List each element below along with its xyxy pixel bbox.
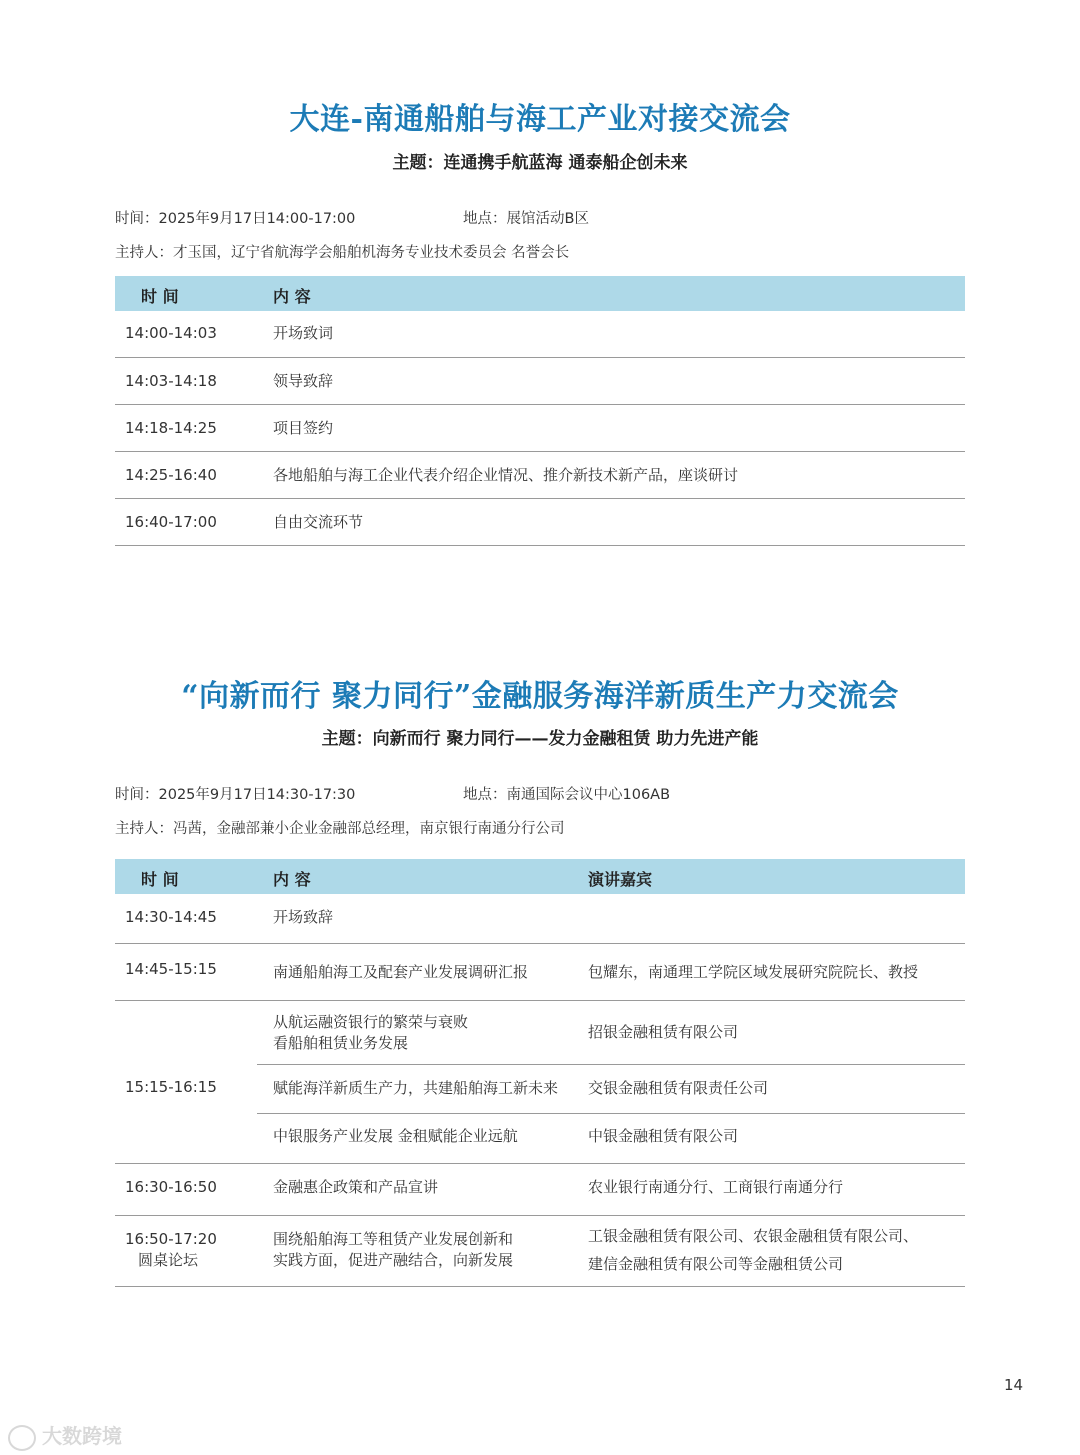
row-speaker-line: 工银金融租赁有限公司、农银金融租赁有限公司、 [588, 1227, 919, 1245]
row-time: 14:45-15:15 [125, 960, 217, 978]
table-row [115, 1164, 965, 1216]
row-speaker-line: 建信金融租赁有限公司等金融租赁公司 [588, 1255, 844, 1273]
row-content: 金融惠企政策和产品宣讲 [273, 1178, 439, 1196]
event2-time: 时间：2025年9月17日14:30-17:30 [115, 787, 356, 803]
session-row [257, 1065, 965, 1114]
row-speaker: 农业银行南通分行、工商银行南通分行 [588, 1178, 844, 1196]
session-content-line: 看船舶租赁业务发展 [273, 1034, 409, 1052]
event1-time: 时间：2025年9月17日14:00-17:00 [115, 211, 356, 227]
event2-theme: 主题：向新而行 聚力同行——发力金融租赁 助力先进产能 [321, 729, 759, 749]
header-time: 时 间 [141, 870, 179, 889]
page-number: 14 [1004, 1376, 1024, 1394]
session-content-line: 赋能海洋新质生产力，共建船舶海工新未来 [273, 1079, 559, 1097]
row-content: 项目签约 [273, 419, 334, 437]
session-speaker: 中银金融租赁有限公司 [588, 1127, 739, 1145]
row-content: 自由交流环节 [273, 513, 364, 531]
row-speaker: 包耀东，南通理工学院区域发展研究院院长、教授 [588, 963, 919, 981]
row-time-line: 圆桌论坛 [138, 1251, 199, 1269]
event1-host: 主持人：才玉国，辽宁省航海学会船舶机海务专业技术委员会 名誉会长 [115, 245, 570, 261]
session-speaker: 招银金融租赁有限公司 [588, 1023, 739, 1041]
table-row [115, 358, 965, 405]
table-row [115, 499, 965, 546]
event2-host: 主持人：冯茜，金融部兼小企业金融部总经理，南京银行南通分行公司 [115, 821, 565, 837]
table-row [115, 452, 965, 499]
row-content: 领导致辞 [273, 372, 334, 390]
event2-location: 地点：南通国际会议中心106AB [463, 787, 671, 803]
watermark-logo-icon [8, 1425, 36, 1451]
table-header [115, 276, 965, 311]
table-row-group [115, 1001, 965, 1164]
row-time: 14:25-16:40 [125, 466, 217, 484]
event2-schedule-table [115, 859, 965, 1287]
row-content: 开场致辞 [273, 908, 334, 926]
row-time: 14:00-14:03 [125, 324, 217, 342]
session-speaker: 交银金融租赁有限责任公司 [588, 1079, 769, 1097]
event2-title: “向新而行 聚力同行”金融服务海洋新质生产力交流会 [181, 679, 899, 714]
event1-theme: 主题：连通携手航蓝海 通泰船企创未来 [392, 153, 688, 173]
row-time: 16:40-17:00 [125, 513, 217, 531]
row-content-line: 实践方面，促进产融结合，向新发展 [273, 1251, 514, 1269]
row-time: 14:03-14:18 [125, 372, 217, 390]
event1-time-location [115, 207, 589, 228]
row-content-line: 围绕船舶海工等租赁产业发展创新和 [273, 1230, 514, 1248]
row-time: 14:30-14:45 [125, 908, 217, 926]
header-time: 时 间 [141, 287, 179, 306]
event1-location: 地点：展馆活动B区 [463, 211, 589, 227]
row-time: 16:30-16:50 [125, 1178, 217, 1196]
session-row [257, 1114, 965, 1163]
header-speaker: 演讲嘉宾 [588, 870, 653, 889]
event2-time-location [115, 783, 671, 804]
row-content: 南通船舶海工及配套产业发展调研汇报 [273, 963, 529, 981]
event1-title: 大连-南通船舶与海工产业对接交流会 [289, 102, 791, 137]
row-time-line: 16:50-17:20 [125, 1230, 217, 1248]
watermark [8, 1420, 122, 1451]
row-content: 开场致词 [273, 324, 334, 342]
row-time: 14:18-14:25 [125, 419, 217, 437]
session-row [257, 1001, 965, 1065]
table-row [115, 894, 965, 944]
session-content-line: 从航运融资银行的繁荣与衰败 [273, 1013, 469, 1031]
row-time: 15:15-16:15 [125, 1078, 217, 1096]
table-row [115, 405, 965, 452]
header-content: 内 容 [273, 870, 311, 889]
event1-schedule-table [115, 276, 965, 546]
table-header [115, 859, 965, 894]
session-content-line: 中银服务产业发展 金租赋能企业远航 [273, 1127, 518, 1145]
table-row [115, 1216, 965, 1287]
row-content: 各地船舶与海工企业代表介绍企业情况、推介新技术新产品，座谈研讨 [273, 466, 739, 484]
table-row [115, 311, 965, 358]
watermark-text: 大数跨境 [42, 1424, 122, 1448]
header-content: 内 容 [273, 287, 311, 306]
table-row [115, 944, 965, 1001]
